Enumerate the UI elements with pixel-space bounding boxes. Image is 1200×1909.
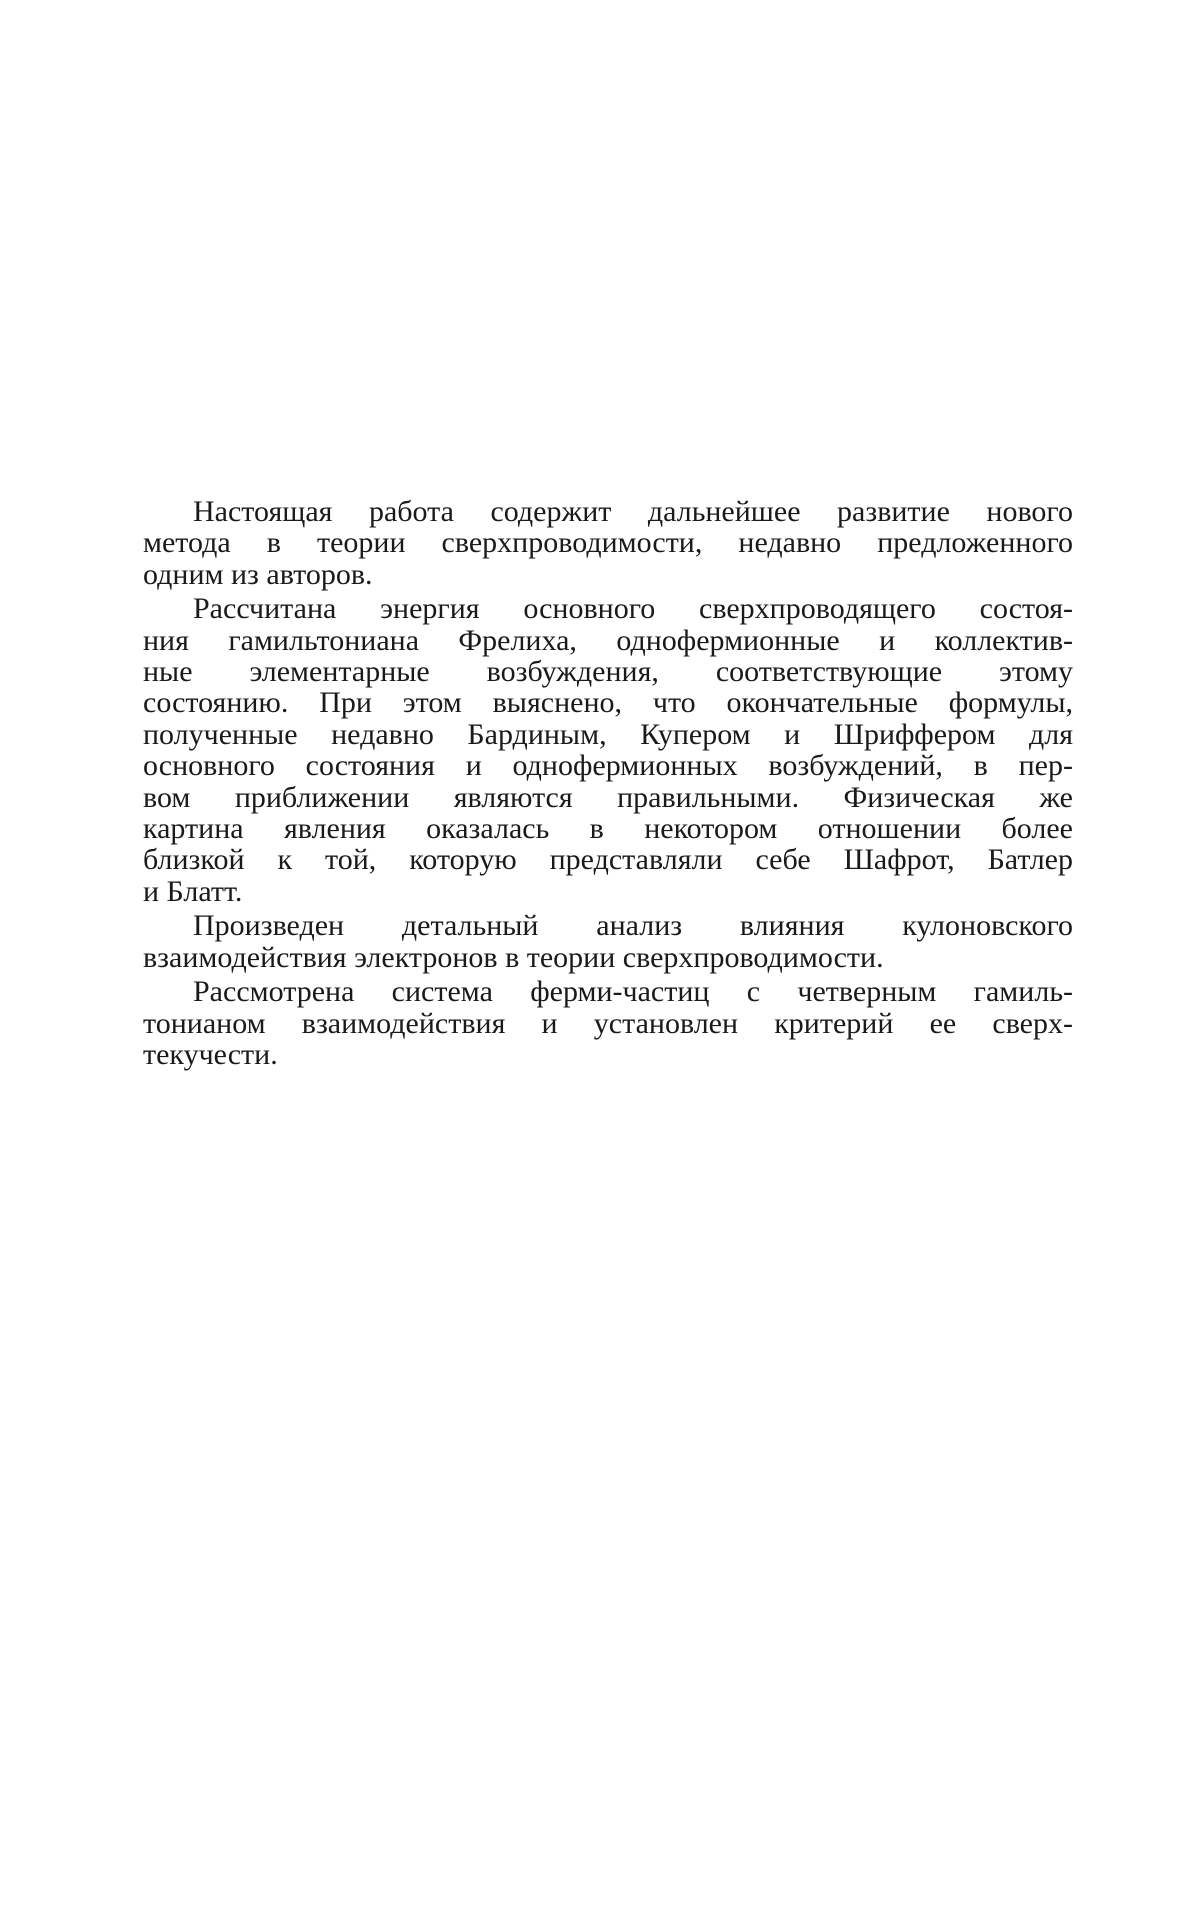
text-line: полученные недавно Бардиным, Купером и Шриффером для: [143, 717, 1073, 751]
text-line: взаимодействия электронов в теории сверхпроводимости.: [143, 940, 884, 974]
paragraph-1: [143, 496, 1073, 590]
text-line: основного состояния и однофермионных возбуждений, в пер-: [143, 749, 1073, 783]
text-line: одним из авторов.: [143, 557, 373, 591]
abstract-text: [143, 496, 1073, 1073]
text-line: метода в теории сверхпроводимости, недавно предложенного: [143, 526, 1073, 560]
text-line: тонианом взаимодействия и установлен критерий ее сверх-: [143, 1006, 1073, 1040]
text-line: Рассмотрена система ферми-частиц с четверным гамиль-: [193, 975, 1073, 1009]
text-line: ные элементарные возбуждения, соответствующие этому: [143, 655, 1073, 689]
text-line: близкой к той, которую представляли себе Шафрот, Батлер: [143, 843, 1073, 877]
text-line: картина явления оказалась в некотором отношении более: [143, 812, 1073, 846]
text-line: состоянию. При этом выяснено, что окончательные формулы,: [143, 686, 1073, 720]
text-line: вом приближении являются правильными. Физическая же: [143, 780, 1073, 814]
text-line: Настоящая работа содержит дальнейшее развитие нового: [193, 495, 1073, 528]
paragraph-4: [143, 976, 1073, 1070]
text-line: и Блатт.: [143, 874, 243, 908]
text-line: текучести.: [143, 1037, 278, 1071]
text-line: Произведен детальный анализ влияния кулоновского: [193, 909, 1073, 943]
paragraph-2: [143, 593, 1073, 907]
text-line: Рассчитана энергия основного сверхпроводящего состоя-: [193, 592, 1073, 626]
text-line: ния гамильтониана Фрелиха, однофермионные и коллектив-: [143, 623, 1073, 657]
paragraph-3: [143, 910, 1073, 973]
